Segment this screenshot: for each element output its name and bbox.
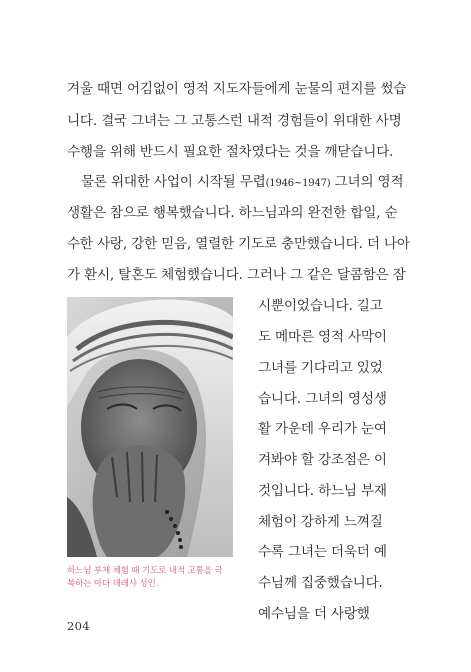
date-range: (1946~1947) xyxy=(265,178,331,189)
side-line-6: 겨봐야 할 강조점은 이 xyxy=(258,452,387,468)
side-line-9: 수록 그녀는 더욱더 예 xyxy=(258,544,387,560)
body-line-4-tail: 그녀의 영적 xyxy=(334,174,404,190)
side-line-8: 체험이 강하게 느껴질 xyxy=(258,514,383,530)
side-line-7: 것입니다. 하느님 부재 xyxy=(258,483,387,499)
body-line-7: 가 환시, 탈혼도 체험했습니다. 그러나 그 같은 달콤함은 잠 xyxy=(67,267,406,283)
body-line-2: 니다. 결국 그녀는 그 고통스런 내적 경험들이 위대한 사명 xyxy=(67,113,402,129)
caption-line-2: 복하는 마더 데레사 성인. xyxy=(67,578,159,589)
body-line-6: 수한 사랑, 강한 믿음, 열렬한 기도로 충만했습니다. 더 나아 xyxy=(67,236,410,252)
side-line-10: 수님께 집중했습니다. xyxy=(258,575,383,591)
body-line-3: 수행을 위해 반드시 필요한 절차였다는 것을 깨닫습니다. xyxy=(67,144,394,160)
body-line-4-text: 물론 위대한 사업이 시작될 무렵 xyxy=(81,174,266,190)
body-line-4 xyxy=(81,173,403,193)
side-line-4: 습니다. 그녀의 영성생 xyxy=(258,391,387,407)
side-line-5: 활 가운데 우리가 눈여 xyxy=(258,421,387,437)
side-line-11: 예수님을 더 사랑했 xyxy=(258,606,370,622)
side-line-1: 시뿐이었습니다. 길고 xyxy=(258,298,383,314)
mother-teresa-photo xyxy=(67,297,233,557)
body-line-5: 생활은 참으로 행복했습니다. 하느님과의 완전한 합일, 순 xyxy=(67,205,398,221)
page-number: 204 xyxy=(67,619,90,633)
side-line-2: 도 메마른 영적 사막이 xyxy=(258,329,387,345)
body-line-1: 겨울 때면 어김없이 영적 지도자들에게 눈물의 편지를 썼습 xyxy=(67,81,407,97)
photo-illustration xyxy=(67,297,233,557)
side-line-3: 그녀를 기다리고 있었 xyxy=(258,360,383,376)
caption-line-1: 하느님 부재 체험 때 기도로 내적 고통을 극 xyxy=(67,566,223,576)
photo-caption xyxy=(67,565,233,590)
